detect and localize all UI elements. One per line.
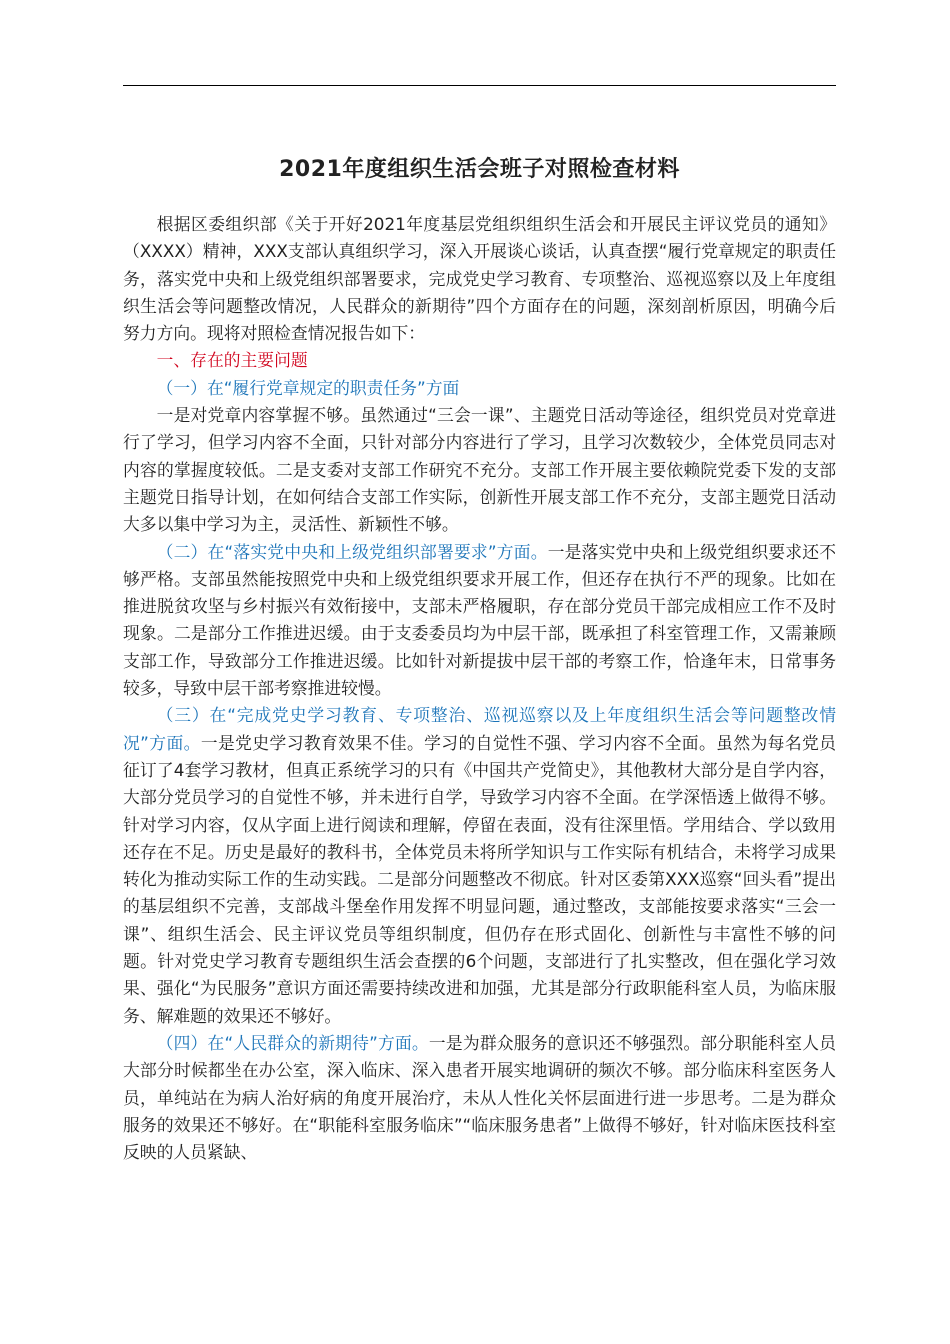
subsection-body-3: 一是党史学习教育效果不佳。学习的自觉性不强、学习内容不全面。虽然为每名党员征订了4套学习教材，但真正系统学习的只有《中国共产党简史》，其他教材大部分是自学内容，大部分党员学习的自觉性不够，并未进行自学，导致学习内容不全面。在学深悟透上做得不够。针对学习内容，仅从字面上进行阅读和理解，停留在表面，没有往深里悟。学用结合、学以致用还存在不足。历史是最好的教科书，全体党员未将所学知识与工作实际有机结合，未将学习成果转化为推动实际工作的生动实践。二是部分问题整改不彻底。针对区委第XXX巡察“回头看”提出的基层组织不完善，支部战斗堡垒作用发挥不明显问题，通过整改，支部能按要求落实“三会一课”、组织生活会、民主评议党员等组织制度，但仍存在形式固化、创新性与丰富性不够的问题。针对党史学习教育专题组织生活会查摆的6个问题，支部进行了扎实整改，但在强化学习效果、强化“为民服务”意识方面还需要持续改进和加强，尤其是部分行政职能科室人员，为临床服务、解难题的效果还不够好。 — [123, 732, 836, 1026]
subsection-heading-4: （四）在“人民群众的新期待”方面。 — [156, 1032, 429, 1053]
document-body — [123, 211, 836, 1166]
subsection-body-1: 一是对党章内容掌握不够。虽然通过“三会一课”、主题党日活动等途径，组织党员对党章进行了学习，但学习内容不全面，只针对部分内容进行了学习，且学习次数较少，全体党员同志对内容的掌握度较低。二是支委对支部工作研究不充分。支部工作开展主要依赖院党委下发的支部主题党日指导计划，在如何结合支部工作实际，创新性开展支部工作不充分，支部主题党日活动大多以集中学习为主，灵活性、新颖性不够。 — [123, 405, 836, 535]
subsection-paragraph-2 — [123, 539, 836, 703]
header-rule — [123, 85, 836, 86]
subsection-heading-2: （二）在“落实党中央和上级党组织部署要求”方面。 — [156, 541, 548, 562]
subsection-paragraph-3 — [123, 702, 836, 1030]
subsection-paragraph-4 — [123, 1030, 836, 1166]
section-heading-main-problems: 一、存在的主要问题 — [156, 350, 308, 371]
subsection-heading-3: （三）在“完成党史学习教育、专项整治、巡视巡察以及上年度组织生活会等问题整改情况”方面。 — [123, 705, 836, 753]
subsection-heading-1: （一）在“履行党章规定的职责任务”方面 — [156, 377, 460, 398]
intro-paragraph: 根据区委组织部《关于开好2021年度基层党组织组织生活会和开展民主评议党员的通知》（XXXX）精神，XXX支部认真组织学习，深入开展谈心谈话，认真查摆“履行党章规定的职责任务，落实党中央和上级党组织部署要求，完成党史学习教育、专项整治、巡视巡察以及上年度组织生活会等问题整改情况，人民群众的新期待”四个方面存在的问题，深刻剖析原因，明确今后努力方向。现将对照检查情况报告如下： — [123, 214, 836, 344]
subsection-body-4: 一是为群众服务的意识还不够强烈。部分职能科室人员大部分时候都坐在办公室，深入临床、深入患者开展实地调研的频次不够。部分临床科室医务人员，单纯站在为病人治好病的角度开展治疗，未从人性化关怀层面进行进一步思考。二是为群众服务的效果还不够好。在“职能科室服务临床”“临床服务患者”上做得不够好，针对临床医技科室反映的人员紧缺、 — [123, 1032, 836, 1163]
document-title: 2021年度组织生活会班子对照检查材料 — [279, 157, 680, 182]
subsection-body-2: 一是落实党中央和上级党组织要求还不够严格。支部虽然能按照党中央和上级党组织要求开展工作，但还存在执行不严的现象。比如在推进脱贫攻坚与乡村振兴有效衔接中，支部未严格履职，存在部分党员干部完成相应工作不及时现象。二是部分工作推进迟缓。由于支委委员均为中层干部，既承担了科室管理工作，又需兼顾支部工作，导致部分工作推进迟缓。比如针对新提拔中层干部的考察工作，恰逢年末，日常事务较多，导致中层干部考察推进较慢。 — [123, 541, 836, 699]
